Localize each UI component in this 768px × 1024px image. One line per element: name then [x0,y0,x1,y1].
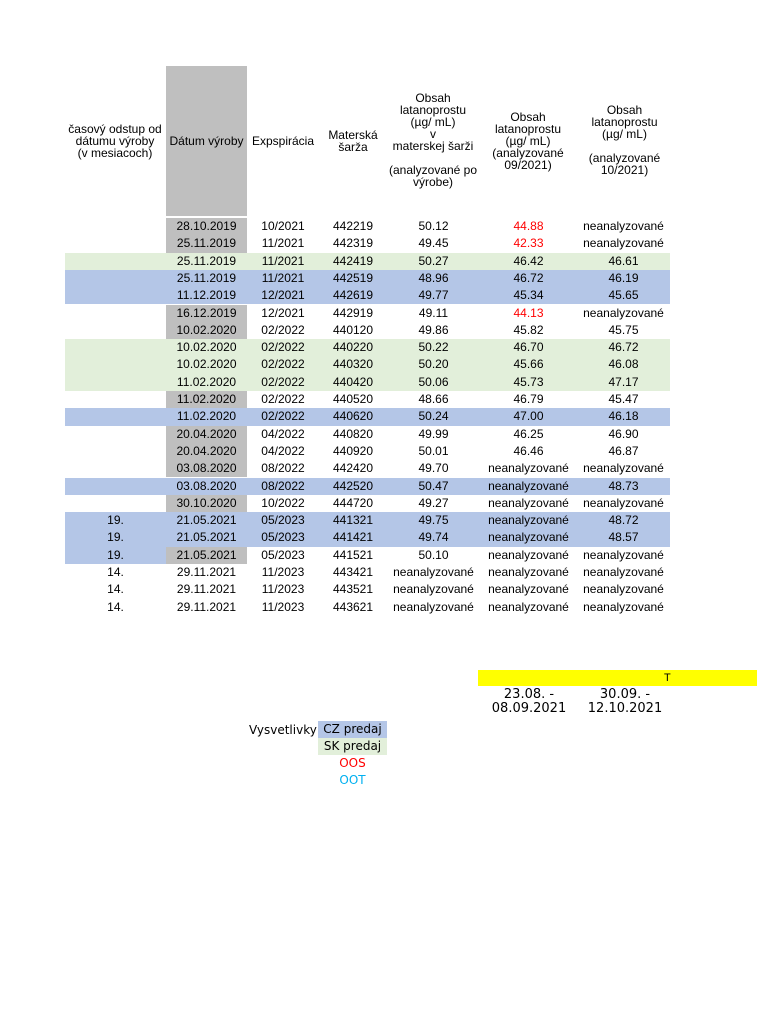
cell-content-after-production: 50.27 [418,253,449,268]
cell-content-09-2021: 46.72 [513,270,544,285]
cell-content-09-2021: neanalyzované [488,495,569,510]
legend-sk: SK predaj [318,738,387,755]
cell-mother-batch: 443621 [332,599,374,614]
cell-time-offset [65,391,166,408]
cell-content-10-2021: 48.72 [608,513,639,528]
cell-production-date: 11.12.2019 [176,288,237,303]
cell-production-date: 16.12.2019 [166,305,247,322]
table-row [0,270,768,287]
cell-production-date: 11.02.2020 [176,409,237,424]
cell-production-date: 10.02.2020 [166,322,247,339]
cell-content-10-2021: neanalyzované [583,599,664,614]
cell-mother-batch: 443521 [332,582,374,597]
cell-production-date: 10.02.2020 [176,340,237,355]
cell-mother-batch: 442619 [332,288,374,303]
cell-expiration: 02/2022 [261,340,305,355]
cell-expiration: 05/2023 [261,547,305,562]
cell-mother-batch: 440220 [332,340,374,355]
cell-time-offset [65,478,166,495]
cell-content-after-production: 49.11 [418,305,449,320]
cell-content-after-production: 50.24 [418,409,449,424]
table-row [0,460,768,477]
period-1: 23.08. - 08.09.2021 [491,687,567,716]
table-row [0,443,768,460]
cell-time-offset [65,287,166,304]
period-2: 30.09. - 12.10.2021 [587,687,663,716]
cell-mother-batch: 440820 [332,426,374,441]
cell-production-date: 10.02.2020 [176,357,237,372]
cell-expiration: 02/2022 [261,409,305,424]
cell-mother-batch: 441321 [332,513,374,528]
cell-content-after-production: 50.10 [418,547,449,562]
cell-mother-batch: 442420 [332,461,374,476]
cell-expiration: 04/2022 [261,426,305,441]
cell-time-offset [65,356,166,373]
cell-content-after-production: 50.47 [418,478,449,493]
cell-content-09-2021: neanalyzované [488,530,569,545]
cell-content-10-2021: 46.87 [608,443,639,458]
cell-expiration: 02/2022 [261,392,305,406]
table-row [0,235,768,252]
cell-time-offset [65,270,166,287]
table-row [0,547,768,564]
cell-time-offset: 14. [107,599,124,614]
cell-time-offset [65,339,166,356]
cell-content-after-production: 49.75 [418,513,449,528]
cell-expiration: 08/2022 [261,461,305,476]
cell-content-after-production: neanalyzované [393,599,474,614]
cell-mother-batch: 440920 [332,443,374,458]
cell-content-10-2021: neanalyzované [583,495,664,510]
cell-content-09-2021: 47.00 [513,409,544,424]
cell-expiration: 05/2023 [261,513,305,528]
cell-content-10-2021: 46.61 [608,253,639,268]
cell-content-09-2021: 46.79 [513,392,544,406]
cell-content-09-2021: 46.70 [513,340,544,355]
cell-mother-batch: 443421 [332,565,374,579]
cell-time-offset [65,408,166,425]
cell-content-10-2021: 46.08 [608,357,639,372]
yellow-header-bar [478,670,757,686]
cell-content-09-2021: neanalyzované [488,478,569,493]
table-row [0,356,768,373]
cell-content-10-2021: neanalyzované [583,219,664,233]
cell-content-10-2021: neanalyzované [583,582,664,597]
cell-content-10-2021: 46.18 [608,409,639,424]
cell-time-offset [65,374,166,391]
cell-expiration: 10/2021 [261,219,305,233]
legend-title: Vysvetlivky [249,723,317,737]
table-row [0,599,768,616]
cell-content-10-2021: 45.47 [608,392,639,406]
cell-time-offset [65,443,166,460]
cell-mother-batch: 442419 [332,253,374,268]
cell-expiration: 11/2021 [261,236,305,251]
cell-mother-batch: 442319 [332,236,374,251]
table-row [0,218,768,235]
cell-content-after-production: 50.06 [418,374,449,389]
cell-content-after-production: 49.99 [418,426,449,441]
cell-content-after-production: 50.12 [418,219,449,233]
cell-content-10-2021: neanalyzované [583,565,664,579]
cell-production-date: 25.11.2019 [176,253,237,268]
table-row [0,408,768,425]
cell-expiration: 02/2022 [261,374,305,389]
cell-content-10-2021: 46.19 [608,270,639,285]
yellow-bar-label: T [664,672,671,684]
table-row [0,391,768,408]
cell-mother-batch: 440320 [332,357,374,372]
cell-time-offset [65,235,166,252]
cell-expiration: 11/2021 [261,270,305,285]
cell-time-offset: 19. [107,547,124,562]
cell-content-09-2021: 45.73 [513,374,544,389]
header-content-after-production: Obsah latanoprostu (µg/ mL) v materskej šarži (analyzované po výrobe) [388,91,478,189]
cell-expiration: 02/2022 [261,322,305,337]
cell-production-date: 03.08.2020 [176,478,237,493]
header-production-date: Dátum výroby [169,134,244,148]
cell-content-09-2021: neanalyzované [488,565,569,579]
cell-expiration: 02/2022 [261,357,305,372]
cell-production-date: 03.08.2020 [166,460,247,477]
cell-production-date: 21.05.2021 [176,513,237,528]
cell-content-after-production: 49.74 [418,530,449,545]
cell-time-offset [65,305,166,322]
cell-mother-batch: 440120 [332,322,374,337]
cell-time-offset [65,495,166,512]
cell-content-09-2021: neanalyzované [488,513,569,528]
header-mother-batch: Materská šarža [328,128,378,154]
cell-expiration: 04/2022 [261,443,305,458]
cell-content-09-2021: 44.13 [513,305,544,320]
cell-content-after-production: 50.01 [418,443,449,458]
cell-time-offset [65,322,166,339]
legend-cz: CZ predaj [318,721,387,738]
table-row [0,581,768,598]
cell-content-after-production: 50.22 [418,340,449,355]
table-row [0,305,768,322]
cell-content-10-2021: neanalyzované [583,461,664,476]
header-content-10-2021: Obsah latanoprostu (µg/ mL) (analyzované 10/2021) [588,103,661,177]
cell-mother-batch: 440520 [332,392,374,406]
cell-expiration: 05/2023 [261,530,305,545]
cell-expiration: 12/2021 [261,288,305,303]
cell-content-09-2021: 42.33 [513,236,544,251]
cell-production-date: 29.11.2021 [176,599,237,614]
cell-mother-batch: 440420 [332,374,374,389]
cell-content-10-2021: 45.65 [608,288,639,303]
cell-content-10-2021: neanalyzované [583,547,664,562]
table-row [0,478,768,495]
cell-mother-batch: 441421 [332,530,374,545]
table-row [0,339,768,356]
cell-content-10-2021: neanalyzované [583,305,664,320]
cell-content-09-2021: neanalyzované [488,461,569,476]
cell-content-after-production: 49.27 [418,495,449,510]
cell-production-date: 29.11.2021 [176,565,237,579]
cell-time-offset: 19. [107,513,124,528]
cell-production-date: 25.11.2019 [176,270,237,285]
cell-production-date: 21.05.2021 [166,547,247,564]
cell-expiration: 11/2023 [261,565,305,579]
cell-content-after-production: 48.96 [418,270,449,285]
cell-production-date: 11.02.2020 [166,391,247,408]
cell-time-offset: 14. [107,565,124,579]
cell-production-date: 29.11.2021 [176,582,237,597]
cell-expiration: 08/2022 [261,478,305,493]
cell-production-date: 30.10.2020 [166,495,247,512]
table-row [0,495,768,512]
header-content-09-2021: Obsah latanoprostu (µg/ mL) (analyzované 09/2021) [492,110,564,172]
cell-mother-batch: 444720 [332,495,374,510]
cell-production-date: 25.11.2019 [166,235,247,252]
cell-content-09-2021: 45.82 [513,322,544,337]
cell-production-date: 21.05.2021 [176,530,237,545]
cell-content-10-2021: 48.73 [608,478,639,493]
cell-content-10-2021: 47.17 [608,374,639,389]
table-row [0,564,768,581]
cell-mother-batch: 442519 [332,270,374,285]
cell-time-offset: 14. [107,582,124,597]
legend-oot: OOT [339,773,366,787]
cell-content-10-2021: 48.57 [608,530,639,545]
cell-production-date: 11.02.2020 [176,374,237,389]
table-row [0,512,768,529]
cell-expiration: 11/2023 [261,599,305,614]
cell-time-offset [65,253,166,270]
cell-content-after-production: 49.77 [418,288,449,303]
table-row [0,529,768,546]
table-row [0,253,768,270]
header-time-offset: časový odstup od dátumu výroby (v mesiacoch) [68,122,162,160]
cell-content-after-production: neanalyzované [393,582,474,597]
cell-time-offset [65,426,166,443]
cell-content-09-2021: neanalyzované [488,599,569,614]
cell-content-10-2021: 46.72 [608,340,639,355]
cell-content-after-production: 49.45 [418,236,449,251]
cell-production-date: 20.04.2020 [166,426,247,443]
cell-expiration: 12/2021 [261,305,305,320]
cell-content-10-2021: neanalyzované [583,236,664,251]
cell-content-09-2021: neanalyzované [488,547,569,562]
cell-content-09-2021: 46.25 [513,426,544,441]
cell-content-after-production: 49.70 [418,461,449,476]
cell-content-after-production: 49.86 [418,322,449,337]
cell-content-after-production: 50.20 [418,357,449,372]
cell-content-09-2021: 45.66 [513,357,544,372]
cell-mother-batch: 441521 [332,547,374,562]
cell-mother-batch: 442520 [332,478,374,493]
legend-oos: OOS [339,756,366,770]
cell-content-10-2021: 46.90 [608,426,639,441]
cell-content-10-2021: 45.75 [608,322,639,337]
cell-content-after-production: neanalyzované [393,565,474,579]
cell-time-offset: 19. [107,530,124,545]
header-expiration: Expspirácia [251,134,315,148]
cell-content-09-2021: 44.88 [513,219,544,233]
cell-content-09-2021: 46.46 [513,443,544,458]
cell-time-offset [65,218,166,235]
table-row [0,287,768,304]
cell-mother-batch: 442919 [332,305,374,320]
cell-expiration: 11/2021 [261,253,305,268]
cell-content-after-production: 48.66 [418,392,449,406]
cell-mother-batch: 442219 [332,219,374,233]
cell-production-date: 28.10.2019 [166,218,247,235]
cell-time-offset [65,460,166,477]
cell-content-09-2021: 45.34 [513,288,544,303]
cell-content-09-2021: neanalyzované [488,582,569,597]
table-row [0,426,768,443]
cell-expiration: 11/2023 [261,582,305,597]
cell-expiration: 10/2022 [261,495,305,510]
table-row [0,374,768,391]
cell-production-date: 20.04.2020 [166,443,247,460]
table-row [0,322,768,339]
cell-content-09-2021: 46.42 [513,253,544,268]
cell-mother-batch: 440620 [332,409,374,424]
